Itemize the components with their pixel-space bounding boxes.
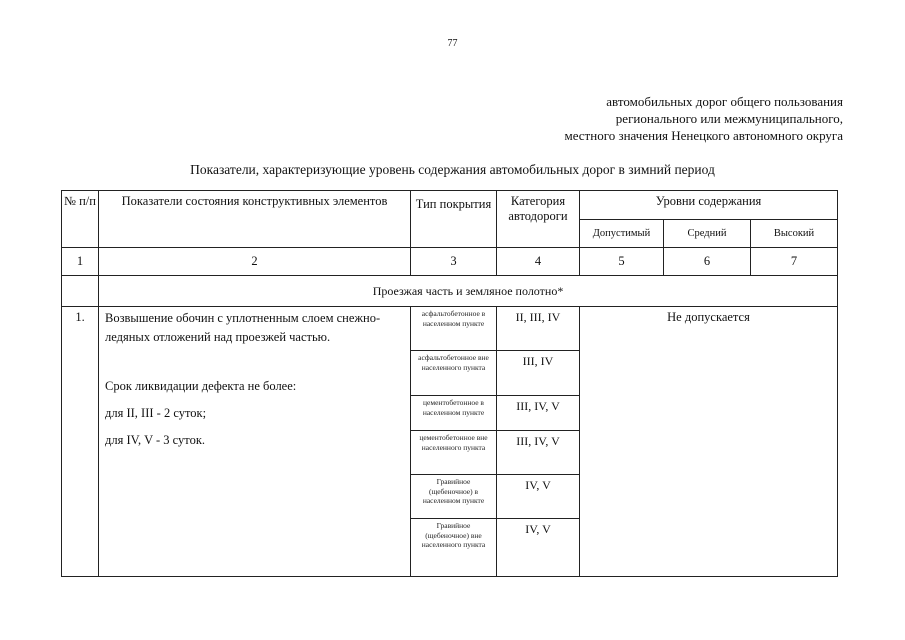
header-block xyxy=(423,93,843,144)
header-levels: Уровни содержания xyxy=(580,191,838,220)
maintenance-table xyxy=(61,190,838,577)
surface-type: цементобетонное в населенном пункте xyxy=(411,396,497,431)
col-number: 5 xyxy=(580,248,664,276)
row-description xyxy=(99,307,411,577)
section-title: Проезжая часть и земляное полотно* xyxy=(99,276,838,307)
section-spacer xyxy=(62,276,99,307)
road-category: III, IV xyxy=(497,351,580,396)
header-line: регионального или межмуниципального, xyxy=(615,111,843,126)
surface-type: асфальтобетонное вне населенного пункта xyxy=(411,351,497,396)
header-medium: Средний xyxy=(664,220,751,248)
road-category: III, IV, V xyxy=(497,396,580,431)
surface-type: асфальтобетонное в населенном пункте xyxy=(411,307,497,351)
deadline-1: для II, III - 2 суток; xyxy=(105,406,207,420)
header-acceptable: Допустимый xyxy=(580,220,664,248)
road-category: III, IV, V xyxy=(497,431,580,475)
road-category: II, III, IV xyxy=(497,307,580,351)
deadline-2: для IV, V - 3 суток. xyxy=(105,433,206,447)
defect-description: Возвышение обочин с уплотненным слоем снежно-ледяных отложений над проезжей частью. xyxy=(105,311,381,344)
surface-type: цементобетонное вне населенного пункта xyxy=(411,431,497,475)
surface-type: Гравийное (щебеночное) в населенном пункте xyxy=(411,475,497,519)
road-category: IV, V xyxy=(497,519,580,577)
row-number: 1. xyxy=(62,307,99,577)
col-number: 7 xyxy=(751,248,838,276)
header-indicators: Показатели состояния конструктивных элементов xyxy=(99,191,411,248)
page-number: 77 xyxy=(447,38,458,49)
header-high: Высокий xyxy=(751,220,838,248)
col-number: 6 xyxy=(664,248,751,276)
surface-type: Гравийное (щебеночное) вне населенного пункта xyxy=(411,519,497,577)
header-line: автомобильных дорог общего пользования xyxy=(606,94,843,109)
header-surface: Тип покрытия xyxy=(411,191,497,248)
col-number: 2 xyxy=(99,248,411,276)
road-category: IV, V xyxy=(497,475,580,519)
document-title: Показатели, характеризующие уровень содержания автомобильных дорог в зимний период xyxy=(190,162,715,177)
col-number: 1 xyxy=(62,248,99,276)
col-number: 4 xyxy=(497,248,580,276)
col-number: 3 xyxy=(411,248,497,276)
header-num: № п/п xyxy=(62,191,99,248)
deadline-title: Срок ликвидации дефекта не более: xyxy=(105,379,297,393)
header-category: Категория автодороги xyxy=(497,191,580,248)
level-value: Не допускается xyxy=(580,307,838,577)
header-line: местного значения Ненецкого автономного округа xyxy=(564,128,843,143)
